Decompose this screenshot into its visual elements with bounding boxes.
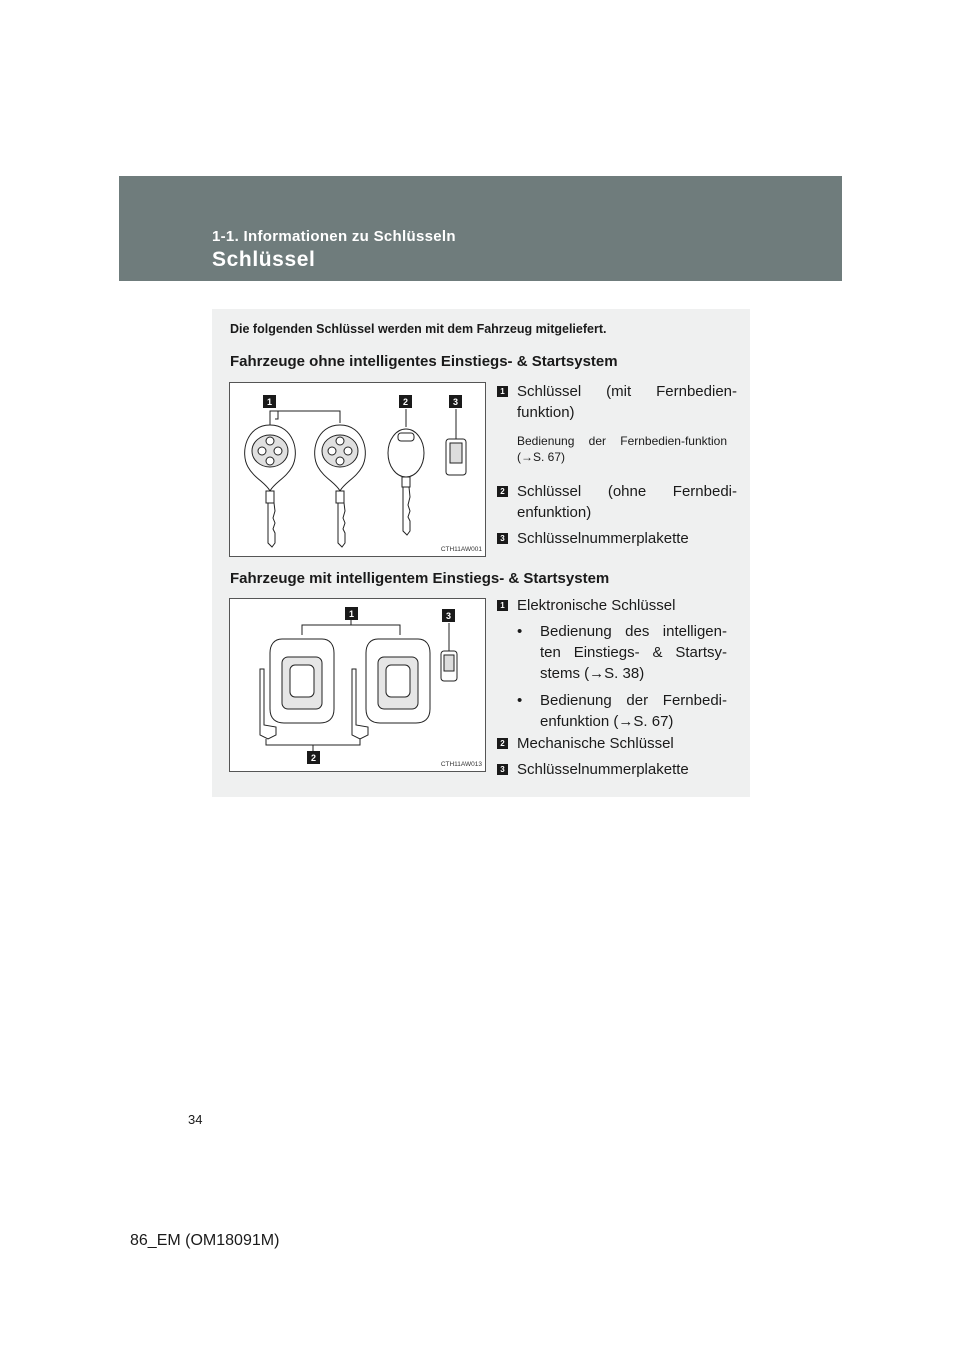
group2-item-3 [497,759,737,780]
group2-heading: Fahrzeuge mit intelligentem Einstiegs- & Startsystem [230,570,610,587]
group1-item-1 [497,381,737,423]
group1-item-2 [497,481,737,523]
group1-heading: Fahrzeuge ohne intelligentes Einstiegs- & Startsystem [230,353,618,370]
figure-smart-keys [229,598,486,772]
svg-text:2: 2 [310,753,317,763]
svg-text:1: 1 [348,609,355,619]
page-number: 34 [188,1112,203,1127]
bullet-text: Bedienung des intelligen-ten Einstiegs- & Startsy-stems (→S. 38) [540,623,727,682]
item-text: Mechanische Schlüssel [517,735,674,752]
item-text: Schlüssel (mit Fernbedien-funktion) [517,383,737,421]
svg-text:3: 3 [452,397,459,407]
section-label: 1-1. Informationen zu Schlüsseln [212,228,456,245]
item-number-badge: 1 [497,600,508,611]
figure-code-1: CTH11AW001 [440,546,482,553]
item-number-badge: 1 [497,386,508,397]
group2-item-2 [497,733,737,754]
item-text: Elektronische Schlüssel [517,597,676,614]
key-illustration-2 [230,599,485,771]
intro-text: Die folgenden Schlüssel werden mit dem Fahrzeug mitgeliefert. [230,322,607,336]
group1-note: Bedienung der Fernbedien-funktion (→S. 67) [517,434,727,464]
key-illustration-1 [230,383,485,556]
bullet-dot: • [517,623,523,640]
svg-text:3: 3 [445,611,452,621]
section-header [119,176,842,281]
page-title: Schlüssel [212,248,316,271]
figure-code-2: CTH11AW013 [440,761,482,768]
item-number-badge: 2 [497,738,508,749]
group2-item-1 [497,595,737,616]
item-text: Schlüsselnummerplakette [517,530,689,547]
document-code: 86_EM (OM18091M) [130,1232,280,1249]
item-text: Schlüssel (ohne Fernbedi-enfunktion) [517,483,737,521]
item-number-badge: 3 [497,764,508,775]
bullet-dot: • [517,692,523,709]
bullet-text: Bedienung der Fernbedi-enfunktion (→S. 67) [540,692,727,730]
group2-bullet-1 [517,621,727,684]
group2-bullet-2 [517,690,727,732]
item-text: Schlüsselnummerplakette [517,761,689,778]
figure-conventional-keys [229,382,486,557]
content-panel [212,309,750,797]
svg-text:2: 2 [402,397,409,407]
item-number-badge: 3 [497,533,508,544]
svg-text:1: 1 [266,397,273,407]
group1-item-3 [497,528,737,549]
item-number-badge: 2 [497,486,508,497]
